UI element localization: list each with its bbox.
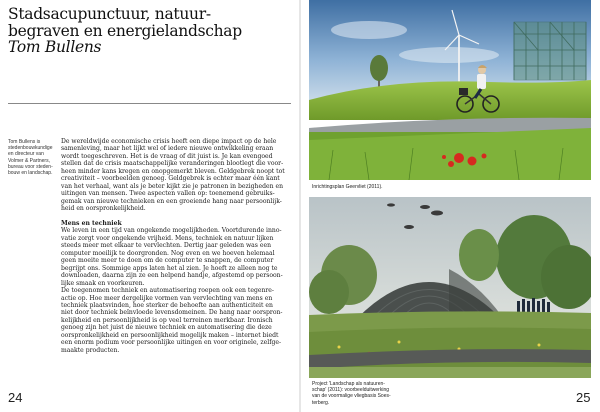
body-line: maakte producten. bbox=[61, 346, 120, 354]
bio-line: bouw en landschap. bbox=[8, 170, 53, 177]
article-title bbox=[8, 6, 308, 56]
caption-line: van de voormalige vliegbasis Soes- bbox=[312, 393, 391, 400]
body-line: downloaden, daarna zijn ze een helpend handje, afgestemd op persoon- bbox=[61, 272, 283, 280]
body-line: techniek plaatsvinden, hoe sterker de behoefte aan authenticiteit en bbox=[61, 301, 273, 309]
body-line: De wereldwijde economische crisis heeft een diepe impact op de hele bbox=[61, 138, 277, 145]
photo-geervliet bbox=[309, 0, 591, 180]
title-rule bbox=[8, 103, 291, 104]
caption-photo-1: Inrichtingsplan Geervliet (2011). bbox=[312, 184, 383, 190]
bio-line: en directeur van bbox=[8, 151, 44, 158]
title-line-2: begraven en energielandschap bbox=[8, 21, 242, 40]
author-bio bbox=[8, 139, 56, 176]
body-line: actie op. Hoe meer dergelijke vormen van vervlechting van mens en bbox=[61, 294, 273, 302]
body-line: stellen dat de crisis maatschappelijke veranderingen blootlegt die voor- bbox=[61, 160, 284, 168]
body-line: niet door techniek beïnvloede levensdomeinen. De hang naar oorspron- bbox=[61, 309, 283, 317]
body-line: De toegenomen techniek en automatisering roepen ook een tegenre- bbox=[61, 287, 274, 295]
section-heading: Mens en techniek bbox=[61, 219, 122, 227]
bio-line: stedenbouwkundige bbox=[8, 145, 53, 152]
paragraph-gap bbox=[61, 213, 293, 220]
body-line: wordt toegeschreven. Het is de vraag of dit juist is. Je kan evengoed bbox=[61, 152, 273, 160]
caption-line: schap' (2011): voorbeelduitwerking bbox=[312, 387, 390, 394]
page-gutter bbox=[299, 0, 301, 412]
electrical-substation bbox=[514, 22, 586, 80]
body-line: genoeg zijn het juist de nieuwe techniek en automatisering die deze bbox=[61, 324, 272, 332]
body-line: begrijpt ons. Sommige apps laten het al zien. Je hoeft ze alleen nog te bbox=[61, 264, 278, 272]
page-number-right: 25 bbox=[576, 390, 591, 405]
body-line: kelijkheid en persoonlijkheid is op veel terreinen merkbaar. Ironisch bbox=[61, 316, 273, 324]
article-body bbox=[61, 138, 293, 354]
body-line: gemak van nieuwe technieken en een groeiende hang naar persoonlijk- bbox=[61, 197, 282, 205]
page-number-left: 24 bbox=[8, 390, 23, 405]
caption-line: Project 'Landschap als natuuren- bbox=[312, 381, 385, 387]
body-line: vatie zorgt voor ongekende vrijheid. Mens, techniek en natuur lijken bbox=[61, 234, 274, 242]
body-line: steeds meer met elkaar te vervlechten. Dertig jaar geleden was een bbox=[61, 242, 271, 250]
body-line: We leven in een tijd van ongekende mogelijkheden. Voortdurende inno- bbox=[61, 227, 282, 235]
body-line: uitingen van mensen. Twee aspecten vallen op: toenemend gebruiks- bbox=[61, 190, 275, 198]
body-line: lijke smaak en voorkeuren. bbox=[61, 279, 145, 287]
body-line: heen minder kans kregen en onopgemerkt bleven. Geldgebrek noopt tot bbox=[61, 167, 285, 175]
body-line: een enorm podium voor persoonlijke uitingen en voor originele, zelfge- bbox=[61, 339, 282, 347]
photo-soesterberg bbox=[309, 197, 591, 378]
title-line-1: Stadsacupunctuur, natuur- bbox=[8, 5, 211, 23]
body-line: creativiteit – voorbeelden genoeg. Geldgebrek is echter maar één kant bbox=[61, 175, 280, 183]
caption-photo-2 bbox=[312, 381, 391, 406]
body-line: oorspronkelijkheid en persoonlijkheid mogelijk maken – internet biedt bbox=[61, 331, 279, 339]
bio-line: bureau voor steden- bbox=[8, 163, 53, 170]
body-line: geen moeite meer te doen om de computer te snappen, de computer bbox=[61, 257, 274, 265]
bio-line: Tom Bullens is bbox=[8, 139, 41, 145]
bio-line: Volmer & Partners, bbox=[8, 157, 50, 164]
caption-line: terberg. bbox=[312, 399, 330, 406]
article-author: Tom Bullens bbox=[8, 38, 102, 56]
body-line: computer moeilijk te doorgronden. Nog even en we hoeven helemaal bbox=[61, 249, 275, 257]
body-line: samenleving, maar het lijkt wel of iedere nieuwe ontwikkeling eraan bbox=[61, 145, 274, 153]
body-line: van het verhaal, want als je beter kijkt zie je patronen in bezigheden en bbox=[61, 182, 283, 190]
body-line: heid en oorspronkelijkheid. bbox=[61, 205, 146, 213]
